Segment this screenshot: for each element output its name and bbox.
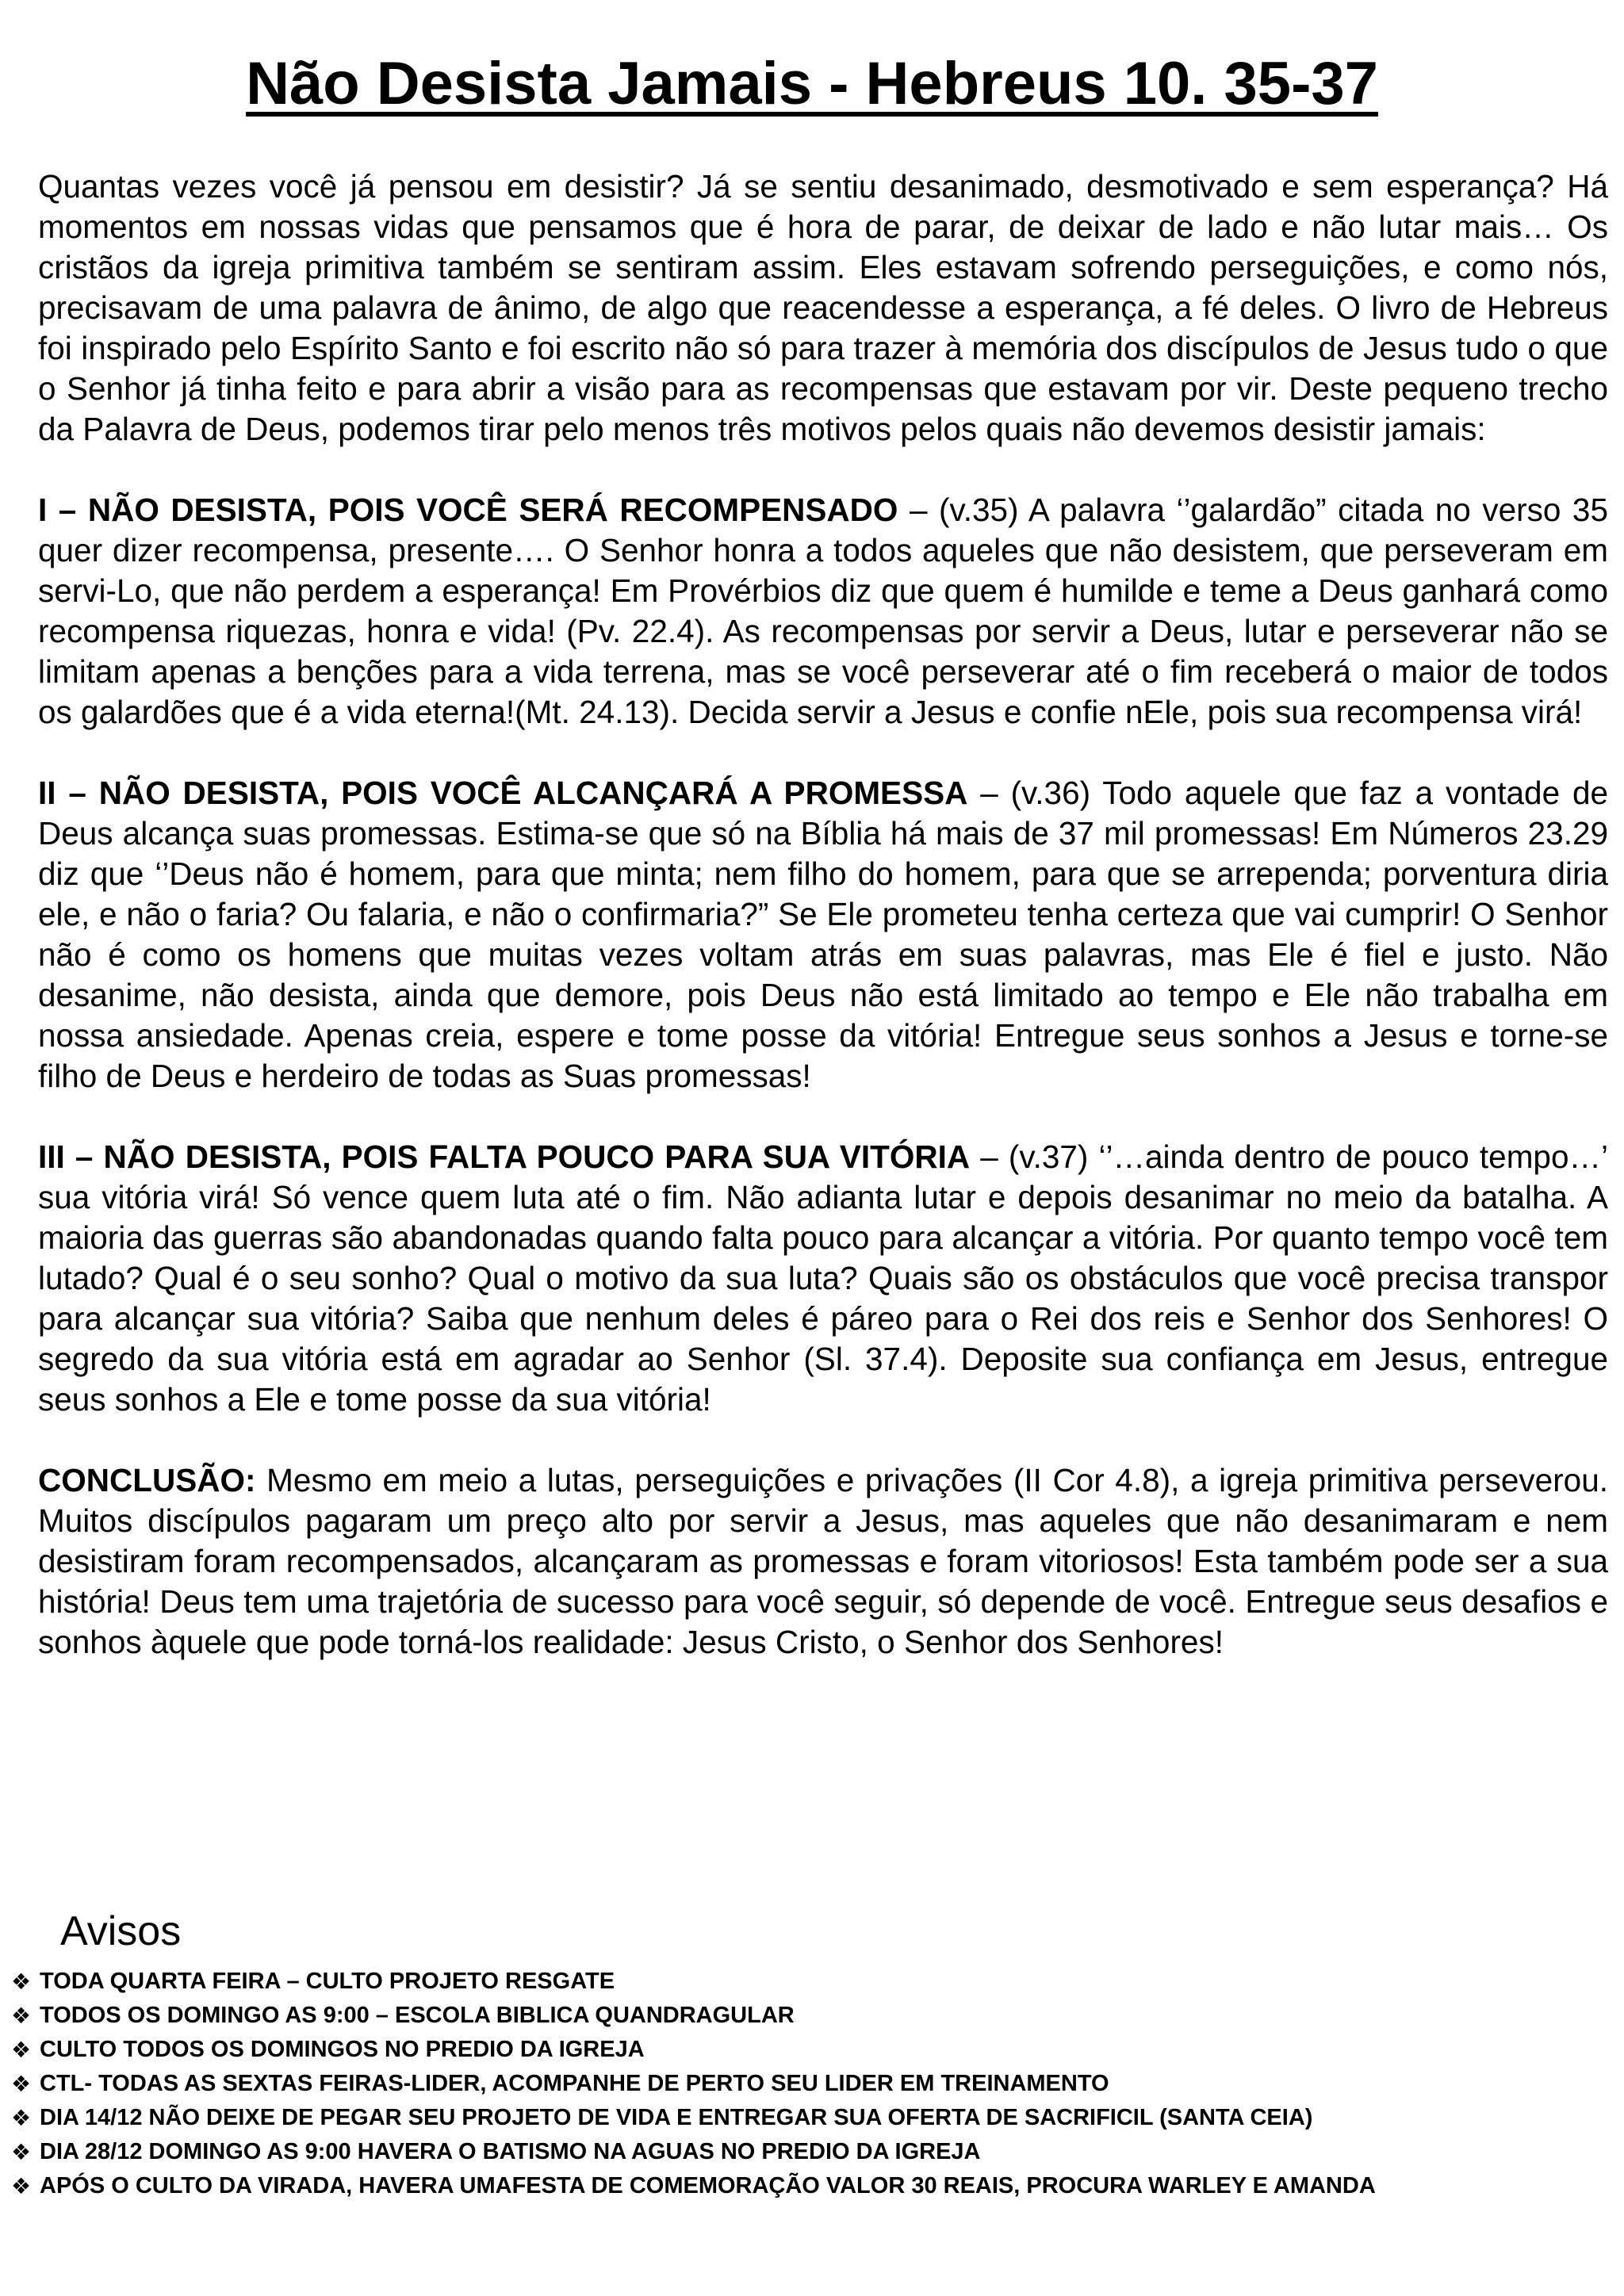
diamond-bullet-icon: ❖	[11, 2174, 32, 2198]
diamond-bullet-icon: ❖	[11, 2140, 32, 2164]
section-3-heading: III – NÃO DESISTA, POIS FALTA POUCO PARA SUA VITÓRIA	[38, 1138, 971, 1175]
aviso-text: TODOS OS DOMINGO AS 9:00 – ESCOLA BIBLICA QUANDRAGULAR	[40, 2003, 795, 2028]
section-2-paragraph	[38, 773, 1608, 1096]
section-2-text: – (v.36) Todo aquele que faz a vontade de Deus alcança suas promessas. Estima-se que só na Bíblia há mais de 37 mil promessas! Em Números 23.29 diz que ‘’Deus não é homem, para que minta; nem filho do homem, para que se arrependa; porventura diria ele, e não o faria? Ou falaria, e não o confirmaria?” Se Ele prometeu tenha certeza que vai cumprir! O Senhor não é como os homens que muitas vezes voltam atrás em suas palavras, mas Ele é fiel e justo. Não desanime, não desista, ainda que demore, pois Deus não está limitado ao tempo e Ele não trabalha em nossa ansiedade. Apenas creia, espere e tome posse da vitória! Entregue seus sonhos a Jesus e torne-se filho de Deus e herdeiro de todas as Suas promessas!	[38, 775, 1608, 1094]
section-1-paragraph	[38, 490, 1608, 733]
aviso-text: DIA 14/12 NÃO DEIXE DE PEGAR SEU PROJETO DE VIDA E ENTREGAR SUA OFERTA DE SACRIFICIL (SANTA CEIA)	[40, 2105, 1313, 2130]
aviso-text: CULTO TODOS OS DOMINGOS NO PREDIO DA IGREJA	[40, 2037, 645, 2062]
aviso-item	[11, 1965, 1597, 1999]
aviso-item	[11, 2169, 1597, 2203]
section-2-heading: II – NÃO DESISTA, POIS VOCÊ ALCANÇARÁ A PROMESSA	[38, 775, 968, 811]
aviso-text: CTL- TODAS AS SEXTAS FEIRAS-LIDER, ACOMPANHE DE PERTO SEU LIDER EM TREINAMENTO	[40, 2071, 1109, 2096]
diamond-bullet-icon: ❖	[11, 2003, 32, 2028]
conclusion-heading: CONCLUSÃO:	[38, 1462, 256, 1498]
section-3-paragraph	[38, 1137, 1608, 1420]
page-title	[0, 50, 1624, 117]
intro-paragraph: Quantas vezes você já pensou em desistir? Já se sentiu desanimado, desmotivado e sem esperança? Há momentos em nossas vidas que pensamos que é hora de parar, de deixar de lado e não lutar mais… Os cristãos da igreja primitiva também se sentiram assim. Eles estavam sofrendo perseguições, e como nós, precisavam de uma palavra de ânimo, de algo que reacendesse a esperança, a fé deles. O livro de Hebreus foi inspirado pelo Espírito Santo e foi escrito não só para trazer à memória dos discípulos de Jesus tudo o que o Senhor já tinha feito e para abrir a visão para as recompensas que estavam por vir. Deste pequeno trecho da Palavra de Deus, podemos tirar pelo menos três motivos pelos quais não devemos desistir jamais:	[38, 168, 1608, 447]
aviso-item	[11, 1999, 1597, 2033]
diamond-bullet-icon: ❖	[11, 2072, 32, 2096]
avisos-list	[11, 1965, 1597, 2203]
diamond-bullet-icon: ❖	[11, 1969, 32, 1994]
diamond-bullet-icon: ❖	[11, 2038, 32, 2062]
aviso-item	[11, 2033, 1597, 2067]
aviso-item	[11, 2101, 1597, 2135]
aviso-text: APÓS O CULTO DA VIRADA, HAVERA UMAFESTA DE COMEMORAÇÃO VALOR 30 REAIS, PROCURA WARLEY E AMANDA	[40, 2173, 1376, 2198]
page-title-text: Não Desista Jamais - Hebreus 10. 35-37	[246, 50, 1378, 117]
aviso-text: DIA 28/12 DOMINGO AS 9:00 HAVERA O BATISMO NA AGUAS NO PREDIO DA IGREJA	[40, 2139, 981, 2164]
conclusion-text: Mesmo em meio a lutas, perseguições e privações (II Cor 4.8), a igreja primitiva perseverou. Muitos discípulos pagaram um preço alto por servir a Jesus, mas aqueles que não desanimaram e nem desistiram foram recompensados, alcançaram as promessas e foram vitoriosos! Esta também pode ser a sua história! Deus tem uma trajetória de sucesso para você seguir, só depende de você. Entregue seus desafios e sonhos àquele que pode torná-los realidade: Jesus Cristo, o Senhor dos Senhores!	[38, 1462, 1608, 1660]
section-3-text: – (v.37) ‘’…ainda dentro de pouco tempo…’ sua vitória virá! Só vence quem luta até o fim. Não adianta lutar e depois desanimar no meio da batalha. A maioria das guerras são abandonadas quando falta pouco para alcançar a vitória. Por quanto tempo você tem lutado? Qual é o seu sonho? Qual o motivo da sua luta? Quais são os obstáculos que você precisa transpor para alcançar sua vitória? Saiba que nenhum deles é páreo para o Rei dos reis e Senhor dos Senhores! O segredo da sua vitória está em agradar ao Senhor (Sl. 37.4). Deposite sua confiança em Jesus, entregue seus sonhos a Ele e tome posse da sua vitória!	[38, 1138, 1608, 1418]
conclusion-paragraph	[38, 1460, 1608, 1663]
aviso-item	[11, 2067, 1597, 2101]
aviso-text: TODA QUARTA FEIRA – CULTO PROJETO RESGATE	[40, 1969, 615, 1994]
aviso-item	[11, 2135, 1597, 2169]
section-1-heading: I – NÃO DESISTA, POIS VOCÊ SERÁ RECOMPENSADO	[38, 492, 898, 528]
sermon-body	[38, 166, 1608, 1703]
avisos-heading: Avisos	[60, 1908, 182, 1954]
diamond-bullet-icon: ❖	[11, 2106, 32, 2130]
section-1-text: – (v.35) A palavra ‘’galardão” citada no verso 35 quer dizer recompensa, presente…. O Senhor honra a todos aqueles que não desistem, que perseveram em servi-Lo, que não perdem a esperança! Em Provérbios diz que quem é humilde e teme a Deus ganhará como recompensa riquezas, honra e vida! (Pv. 22.4). As recompensas por servir a Deus, lutar e perseverar não se limitam apenas a benções para a vida terrena, mas se você perseverar até o fim receberá o maior de todos os galardões que é a vida eterna!(Mt. 24.13). Decida servir a Jesus e confie nEle, pois sua recompensa virá!	[38, 492, 1608, 730]
